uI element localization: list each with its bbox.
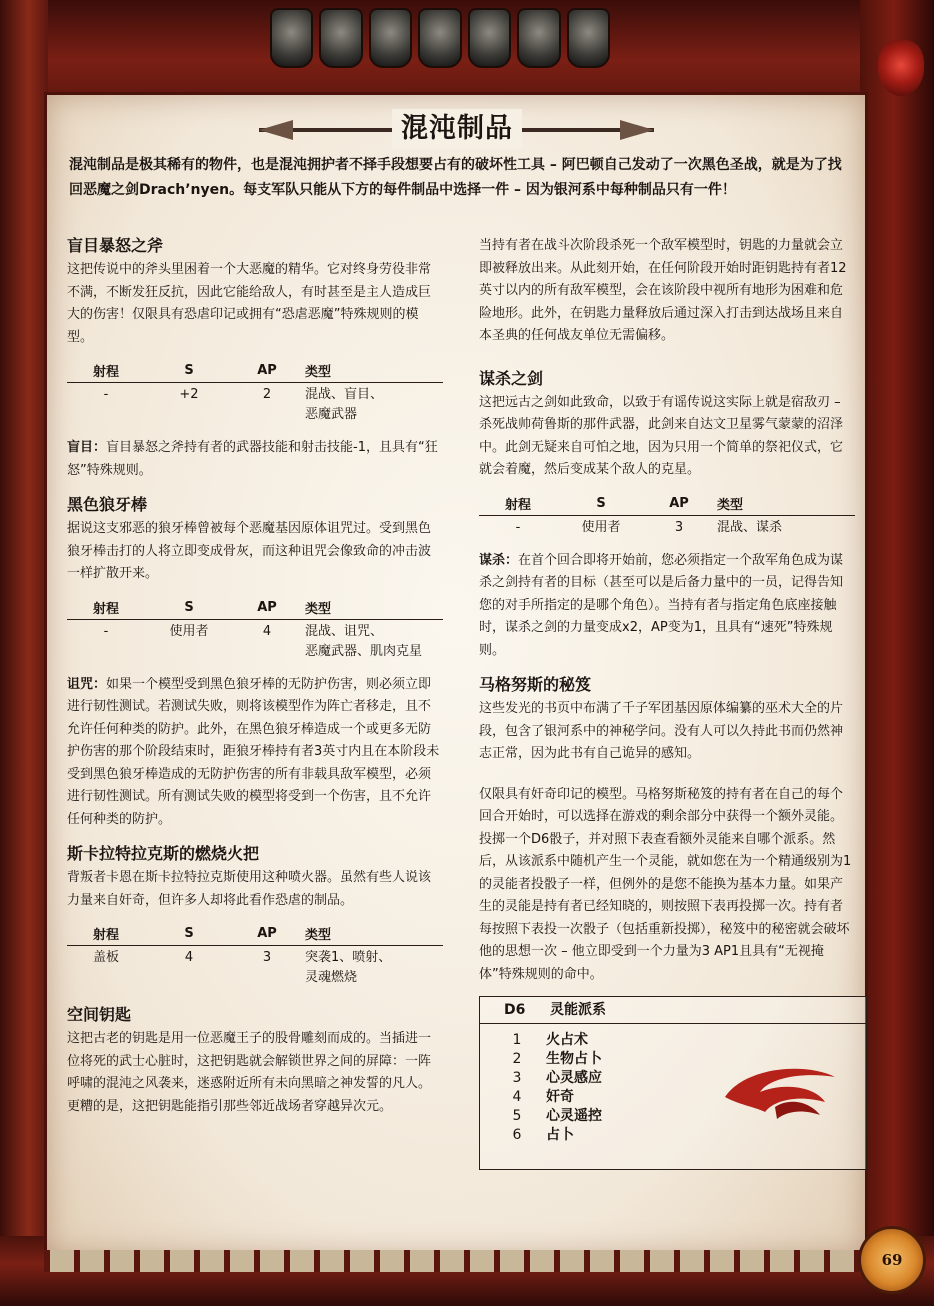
parchment-page — [44, 92, 868, 1258]
demon-eye-icon — [878, 40, 924, 96]
cell-range: - — [515, 519, 521, 535]
school-name: 火占术 — [546, 1032, 588, 1048]
mace-description: 据说这支邪恶的狼牙棒曾被每个恶魔基因原体诅咒过。受到黑色狼牙棒击打的人将立即变成骨灰，而这种诅咒会像致命的冲击波一样扩散开来。 — [67, 521, 432, 581]
torch-weapon-table — [67, 922, 443, 990]
frame-right — [860, 0, 934, 1306]
roll-number: 6 — [512, 1127, 522, 1143]
header-d6: D6 — [504, 1002, 526, 1018]
table-row — [479, 515, 855, 540]
roll-number: 1 — [512, 1032, 522, 1048]
sword-description: 这把远古之剑如此致命，以致于有谣传说这实际上就是宿敌刃 – 杀死战帅荷鲁斯的那件武器，此剑来自达文卫星雾气蒙蒙的沼泽中。此剑无疑来自可怕之地，因为只用一个简单的祭祀仪式，它就会着魔，然后变成某个敌人的克星。 — [479, 394, 844, 477]
type-line: 突袭1、喷射、 — [305, 950, 392, 965]
skull-icon — [517, 8, 560, 68]
tome-description: 这些发光的书页中布满了千子军团基因原体编纂的巫术大全的片段，包含了银河系中的神秘学问。没有人可以久持此书而仍然神志正常，因为此书有自己诡异的感知。 — [479, 701, 844, 761]
header-school: 灵能派系 — [550, 1002, 606, 1018]
rule-text: 盲目暴怒之斧持有者的武器技能和射击技能-1，且具有“狂怒”特殊规则。 — [67, 440, 438, 478]
cell-s: 4 — [184, 950, 194, 965]
school-name: 心灵遥控 — [546, 1108, 602, 1124]
torch-heading: 斯卡拉特拉克斯的燃烧火把 — [67, 844, 260, 863]
d6-table-header — [480, 997, 866, 1024]
skull-row — [270, 8, 610, 70]
skull-icon — [468, 8, 511, 68]
cell-type — [301, 946, 443, 991]
cell-s: 使用者 — [581, 519, 621, 535]
axe-description: 这把传说中的斧头里困着一个大恶魔的精华。它对终身劳役非常不满，不断发狂反抗，因此它能给敌人，有时甚至是主人造成巨大的伤害！仅限具有恐虐印记或拥有“恐虐恶魔”特殊规则的模型。 — [67, 262, 432, 345]
school-name: 生物占卜 — [546, 1051, 602, 1067]
rule-name: 盲目： — [67, 440, 107, 455]
cell-ap: 3 — [262, 950, 272, 965]
col-type: 类型 — [301, 596, 443, 620]
skull-icon — [319, 8, 362, 68]
roll-number: 2 — [512, 1051, 522, 1067]
intro-paragraph: 混沌制品是极其稀有的物件，也是混沌拥护者不择手段想要占有的破坏性工具 – 阿巴顿自己发动了一次黑色圣战，就是为了找回恶魔之剑Drach’nyen。每支军队只能从下方的每件制品中选择一件 – 因为银河系中每种制品只有一件！ — [69, 157, 842, 198]
cell-ap: 3 — [674, 519, 684, 535]
spearhead-icon — [620, 120, 654, 140]
rule-name: 诅咒： — [67, 676, 107, 692]
col-ap: AP — [233, 922, 301, 946]
school-name: 奸奇 — [546, 1089, 574, 1105]
col-s: S — [145, 922, 233, 946]
sword-heading: 谋杀之剑 — [479, 368, 544, 388]
col-range: 射程 — [67, 922, 145, 946]
skull-icon — [369, 8, 412, 68]
tome-rule: 仅限具有奸奇印记的模型。马格努斯秘笈的持有者在自己的每个回合开始时，可以选择在游戏的剩余部分中获得一个额外灵能。投掷一个D6骰子，并对照下表查看额外灵能来自哪个派系。然后，从该派系中随机产生一个灵能，就如您在为一个精通级别为1的灵能者投骰子一样，但例外的是您不能换为基本力量。如果产生的灵能是持有者已经知晓的，则按照下表再投掷一次。持有者每按照下表投一次骰子（包括重新投掷），秘笈中的秘密就会破坏他的思想一次 – 他立即受到一个力量为3 AP1且具有“无视掩体”特殊规则的命中。 — [479, 786, 852, 982]
col-s: S — [557, 492, 645, 516]
skull-icon — [567, 8, 610, 68]
col-type: 类型 — [713, 492, 855, 516]
rule-text: 在首个回合即将开始前，您必须指定一个敌军角色成为谋杀之剑持有者的目标（甚至可以是后备力量中的一员，记得告知您的对手所指定的是哪个角色）。当持有者与指定角色底座接触时，谋杀之剑的力量变成x2，AP变为1，且具有“速死”特殊规则。 — [479, 552, 844, 658]
roll-number: 3 — [512, 1070, 522, 1086]
skull-icon — [270, 8, 313, 68]
col-type: 类型 — [301, 359, 443, 383]
type-line: 恶魔武器、肌肉克星 — [305, 643, 423, 659]
col-ap: AP — [233, 596, 301, 620]
col-range: 射程 — [479, 492, 557, 516]
frame-left — [0, 0, 48, 1306]
table-row — [67, 383, 443, 428]
cell-s: +2 — [179, 387, 199, 402]
title-banner — [47, 109, 865, 149]
school-name: 心灵感应 — [546, 1070, 602, 1086]
col-s: S — [145, 596, 233, 620]
type-line: 灵魂燃烧 — [305, 970, 358, 985]
mace-heading: 黑色狼牙棒 — [67, 495, 148, 514]
cell-type — [301, 619, 443, 664]
rule-name: 谋杀： — [479, 552, 519, 568]
mace-rule — [67, 674, 443, 832]
axe-weapon-table — [67, 359, 443, 427]
page-number-badge: 69 — [858, 1226, 926, 1294]
roll-number: 4 — [512, 1089, 522, 1105]
roll-number: 5 — [512, 1108, 522, 1124]
rule-text: 如果一个模型受到黑色狼牙棒的无防护伤害，则必须立即进行韧性测试。若测试失败，则将该模型作为阵亡者移走，且不允许任何种类的防护。此外，在黑色狼牙棒造成一个或更多无防护伤害的那个阶段结束时，距狼牙棒持有者3英寸内且在本阶段未受到黑色狼牙棒造成的无防护伤害的所有非载具敌军模型，必须进行韧性测试。所有测试失败的模型将受到一个伤害，且不允许任何种类的防护。 — [67, 676, 440, 827]
bottom-teeth-border — [44, 1250, 862, 1272]
axe-heading: 盲目暴怒之斧 — [67, 236, 164, 255]
d6-psychic-table — [479, 996, 867, 1170]
skull-icon — [418, 8, 461, 68]
type-line: 混战、谋杀 — [717, 519, 783, 535]
cell-type — [713, 515, 855, 540]
cell-s: 使用者 — [169, 623, 209, 639]
right-column — [479, 235, 855, 1170]
col-range: 射程 — [67, 596, 145, 620]
key-continued: 当持有者在战斗次阶段杀死一个敌军模型时，钥匙的力量就会立即被释放出来。从此刻开始，在任何阶段开始时距钥匙持有者12英寸以内的所有敌军模型，会在该阶段中视所有地形为困难和危险地形。此外，在钥匙力量释放后通过深入打击到达战场且来自本圣典的任何战友单位无需偏移。 — [479, 238, 847, 343]
col-range: 射程 — [67, 359, 145, 383]
key-description: 这把古老的钥匙是用一位恶魔王子的股骨雕刻而成的。当插进一位将死的武士心脏时，这把钥匙就会解锁世界之间的屏障：一阵呼啸的混沌之风袭来，迷惑附近所有未向黑暗之神发誓的凡人。更糟的是，这把钥匙能指引那些邻近战场者穿越异次元。 — [67, 1031, 432, 1114]
cell-type — [301, 383, 443, 428]
spearhead-icon — [259, 120, 293, 140]
page-title: 混沌制品 — [392, 109, 522, 149]
cell-range: - — [103, 623, 109, 639]
cell-ap: 2 — [262, 387, 272, 402]
left-column — [67, 235, 443, 1128]
sword-weapon-table — [479, 492, 855, 540]
col-s: S — [145, 359, 233, 383]
cell-ap: 4 — [262, 623, 272, 639]
key-heading: 空间钥匙 — [67, 1005, 132, 1024]
sword-rule — [479, 550, 855, 663]
torch-description: 背叛者卡恩在斯卡拉特拉克斯使用这种喷火器。虽然有些人说该力量来自奸奇，但许多人却将此看作恐虐的制品。 — [67, 870, 432, 908]
cell-range: 盖板 — [92, 950, 119, 965]
table-row — [67, 619, 443, 664]
col-type: 类型 — [301, 922, 443, 946]
col-ap: AP — [645, 492, 713, 516]
axe-rule — [67, 437, 443, 482]
school-name: 占卜 — [546, 1127, 574, 1143]
col-ap: AP — [233, 359, 301, 383]
tome-heading: 马格努斯的秘笈 — [479, 675, 592, 694]
type-line: 混战、盲目、 — [305, 387, 384, 402]
table-row — [67, 946, 443, 991]
chaos-swirl-icon — [715, 1057, 845, 1127]
type-line: 恶魔武器 — [305, 407, 358, 422]
cell-range: - — [103, 387, 109, 402]
type-line: 混战、诅咒、 — [305, 623, 384, 639]
mace-weapon-table — [67, 596, 443, 664]
